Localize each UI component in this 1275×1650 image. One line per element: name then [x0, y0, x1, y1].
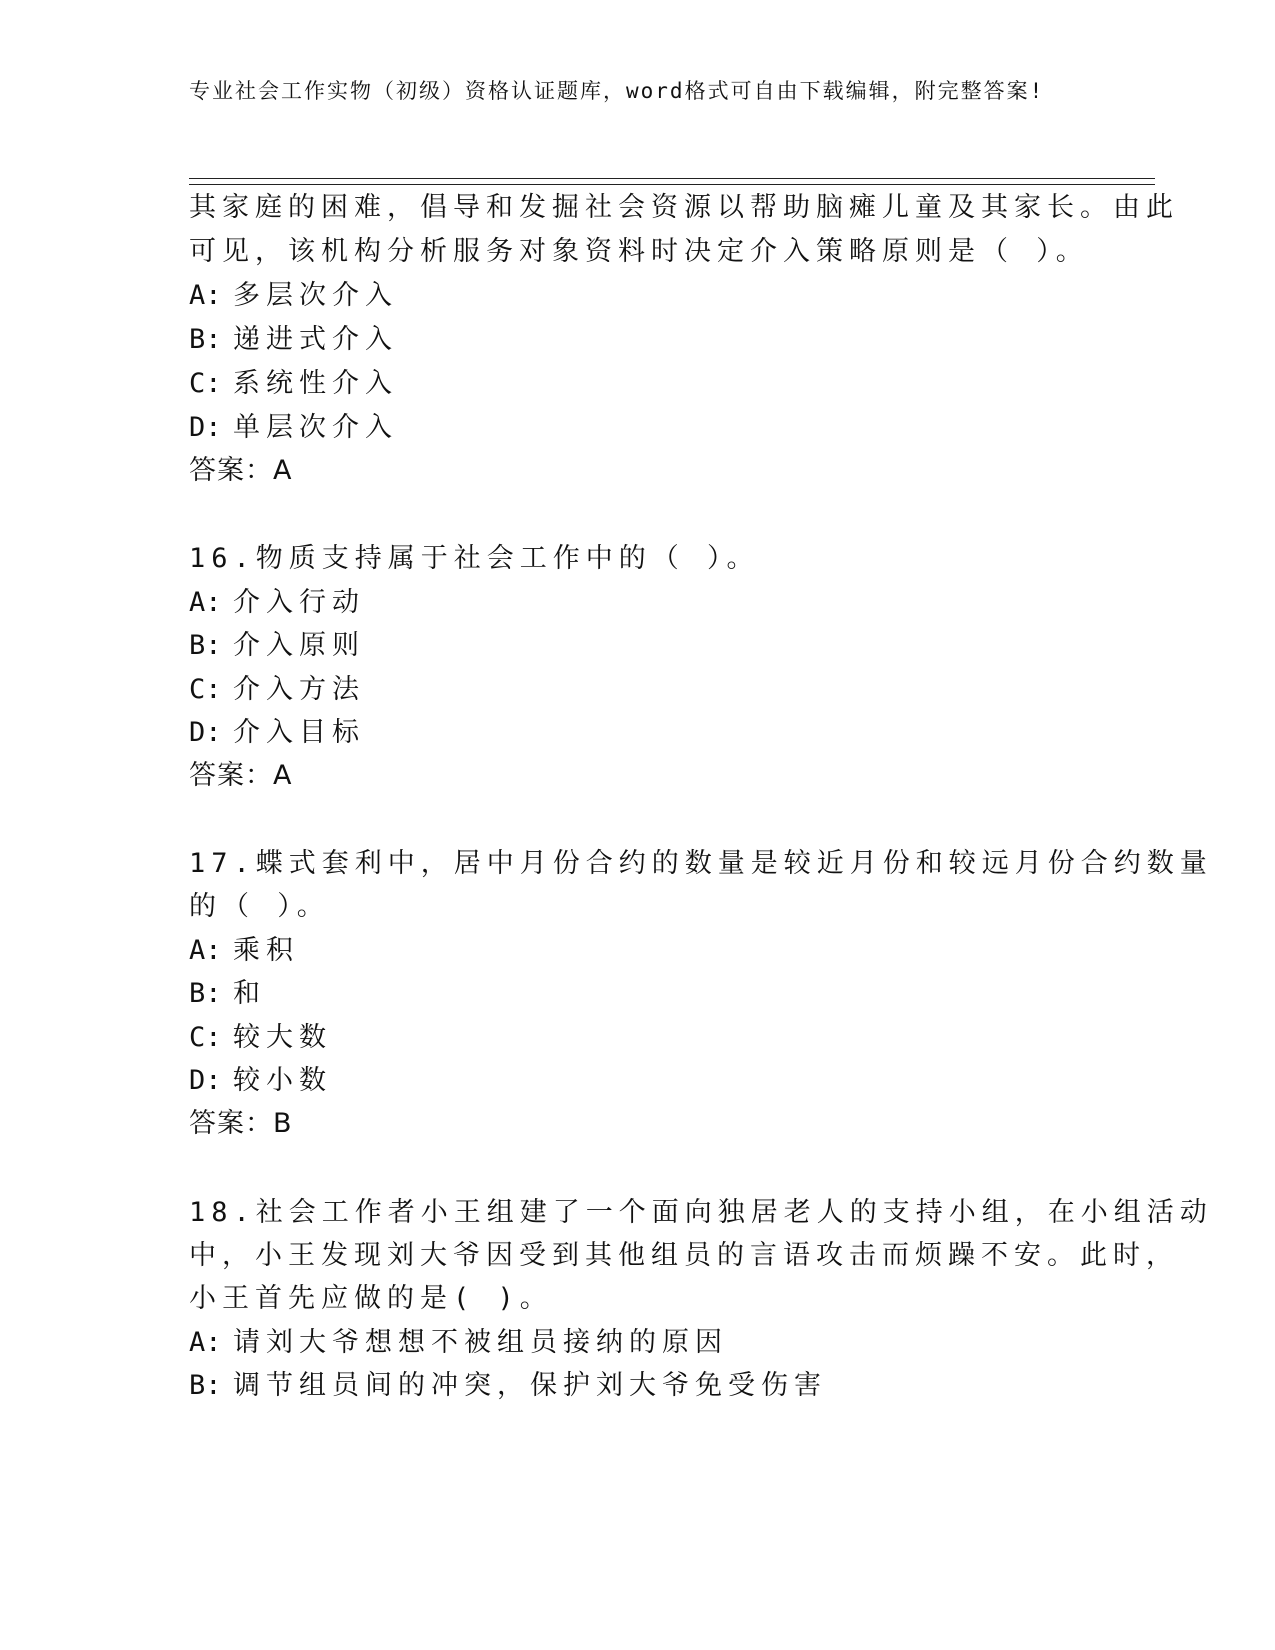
- question-17-option-c: C: 较大数: [189, 1022, 332, 1053]
- header-rule-top: [189, 178, 1155, 179]
- question-16-text-line: 16.物质支持属于社会工作中的（ ）。: [189, 543, 760, 574]
- question-15-option-b: B: 递进式介入: [189, 324, 398, 355]
- question-15-answer: 答案：A: [189, 455, 293, 486]
- question-16-option-b: B: 介入原则: [189, 630, 365, 661]
- question-18-text-line: 18.社会工作者小王组建了一个面向独居老人的支持小组，在小组活动: [189, 1197, 1213, 1228]
- question-15-option-c: C: 系统性介入: [189, 368, 398, 399]
- header-rule-bottom: [189, 184, 1155, 185]
- question-18-text-line: 中，小王发现刘大爷因受到其他组员的言语攻击而烦躁不安。此时，: [189, 1240, 1179, 1271]
- question-17-answer: 答案：B: [189, 1108, 293, 1139]
- question-18-option-b: B: 调节组员间的冲突，保护刘大爷免受伤害: [189, 1370, 827, 1401]
- question-16-answer: 答案：A: [189, 760, 293, 791]
- question-16-option-c: C: 介入方法: [189, 674, 365, 705]
- question-17-text-line: 的（ ）。: [189, 891, 330, 922]
- question-16-option-d: D: 介入目标: [189, 717, 365, 748]
- question-17-option-d: D: 较小数: [189, 1065, 332, 1096]
- question-18-option-a: A: 请刘大爷想想不被组员接纳的原因: [189, 1327, 728, 1358]
- question-16-option-a: A: 介入行动: [189, 587, 365, 618]
- document-header: 专业社会工作实物（初级）资格认证题库，word格式可自由下载编辑，附完整答案!: [189, 79, 1045, 103]
- question-17-option-a: A: 乘积: [189, 935, 299, 966]
- question-15-option-d: D: 单层次介入: [189, 412, 398, 443]
- question-15-option-a: A: 多层次介入: [189, 280, 398, 311]
- question-15-text-line: 其家庭的困难，倡导和发掘社会资源以帮助脑瘫儿童及其家长。由此: [189, 192, 1179, 223]
- question-18-text-line: 小王首先应做的是( )。: [189, 1283, 553, 1314]
- question-17-text-line: 17.蝶式套利中，居中月份合约的数量是较近月份和较远月份合约数量: [189, 848, 1213, 879]
- question-17-option-b: B: 和: [189, 978, 266, 1009]
- question-15-text-line: 可见，该机构分析服务对象资料时决定介入策略原则是（ ）。: [189, 236, 1089, 267]
